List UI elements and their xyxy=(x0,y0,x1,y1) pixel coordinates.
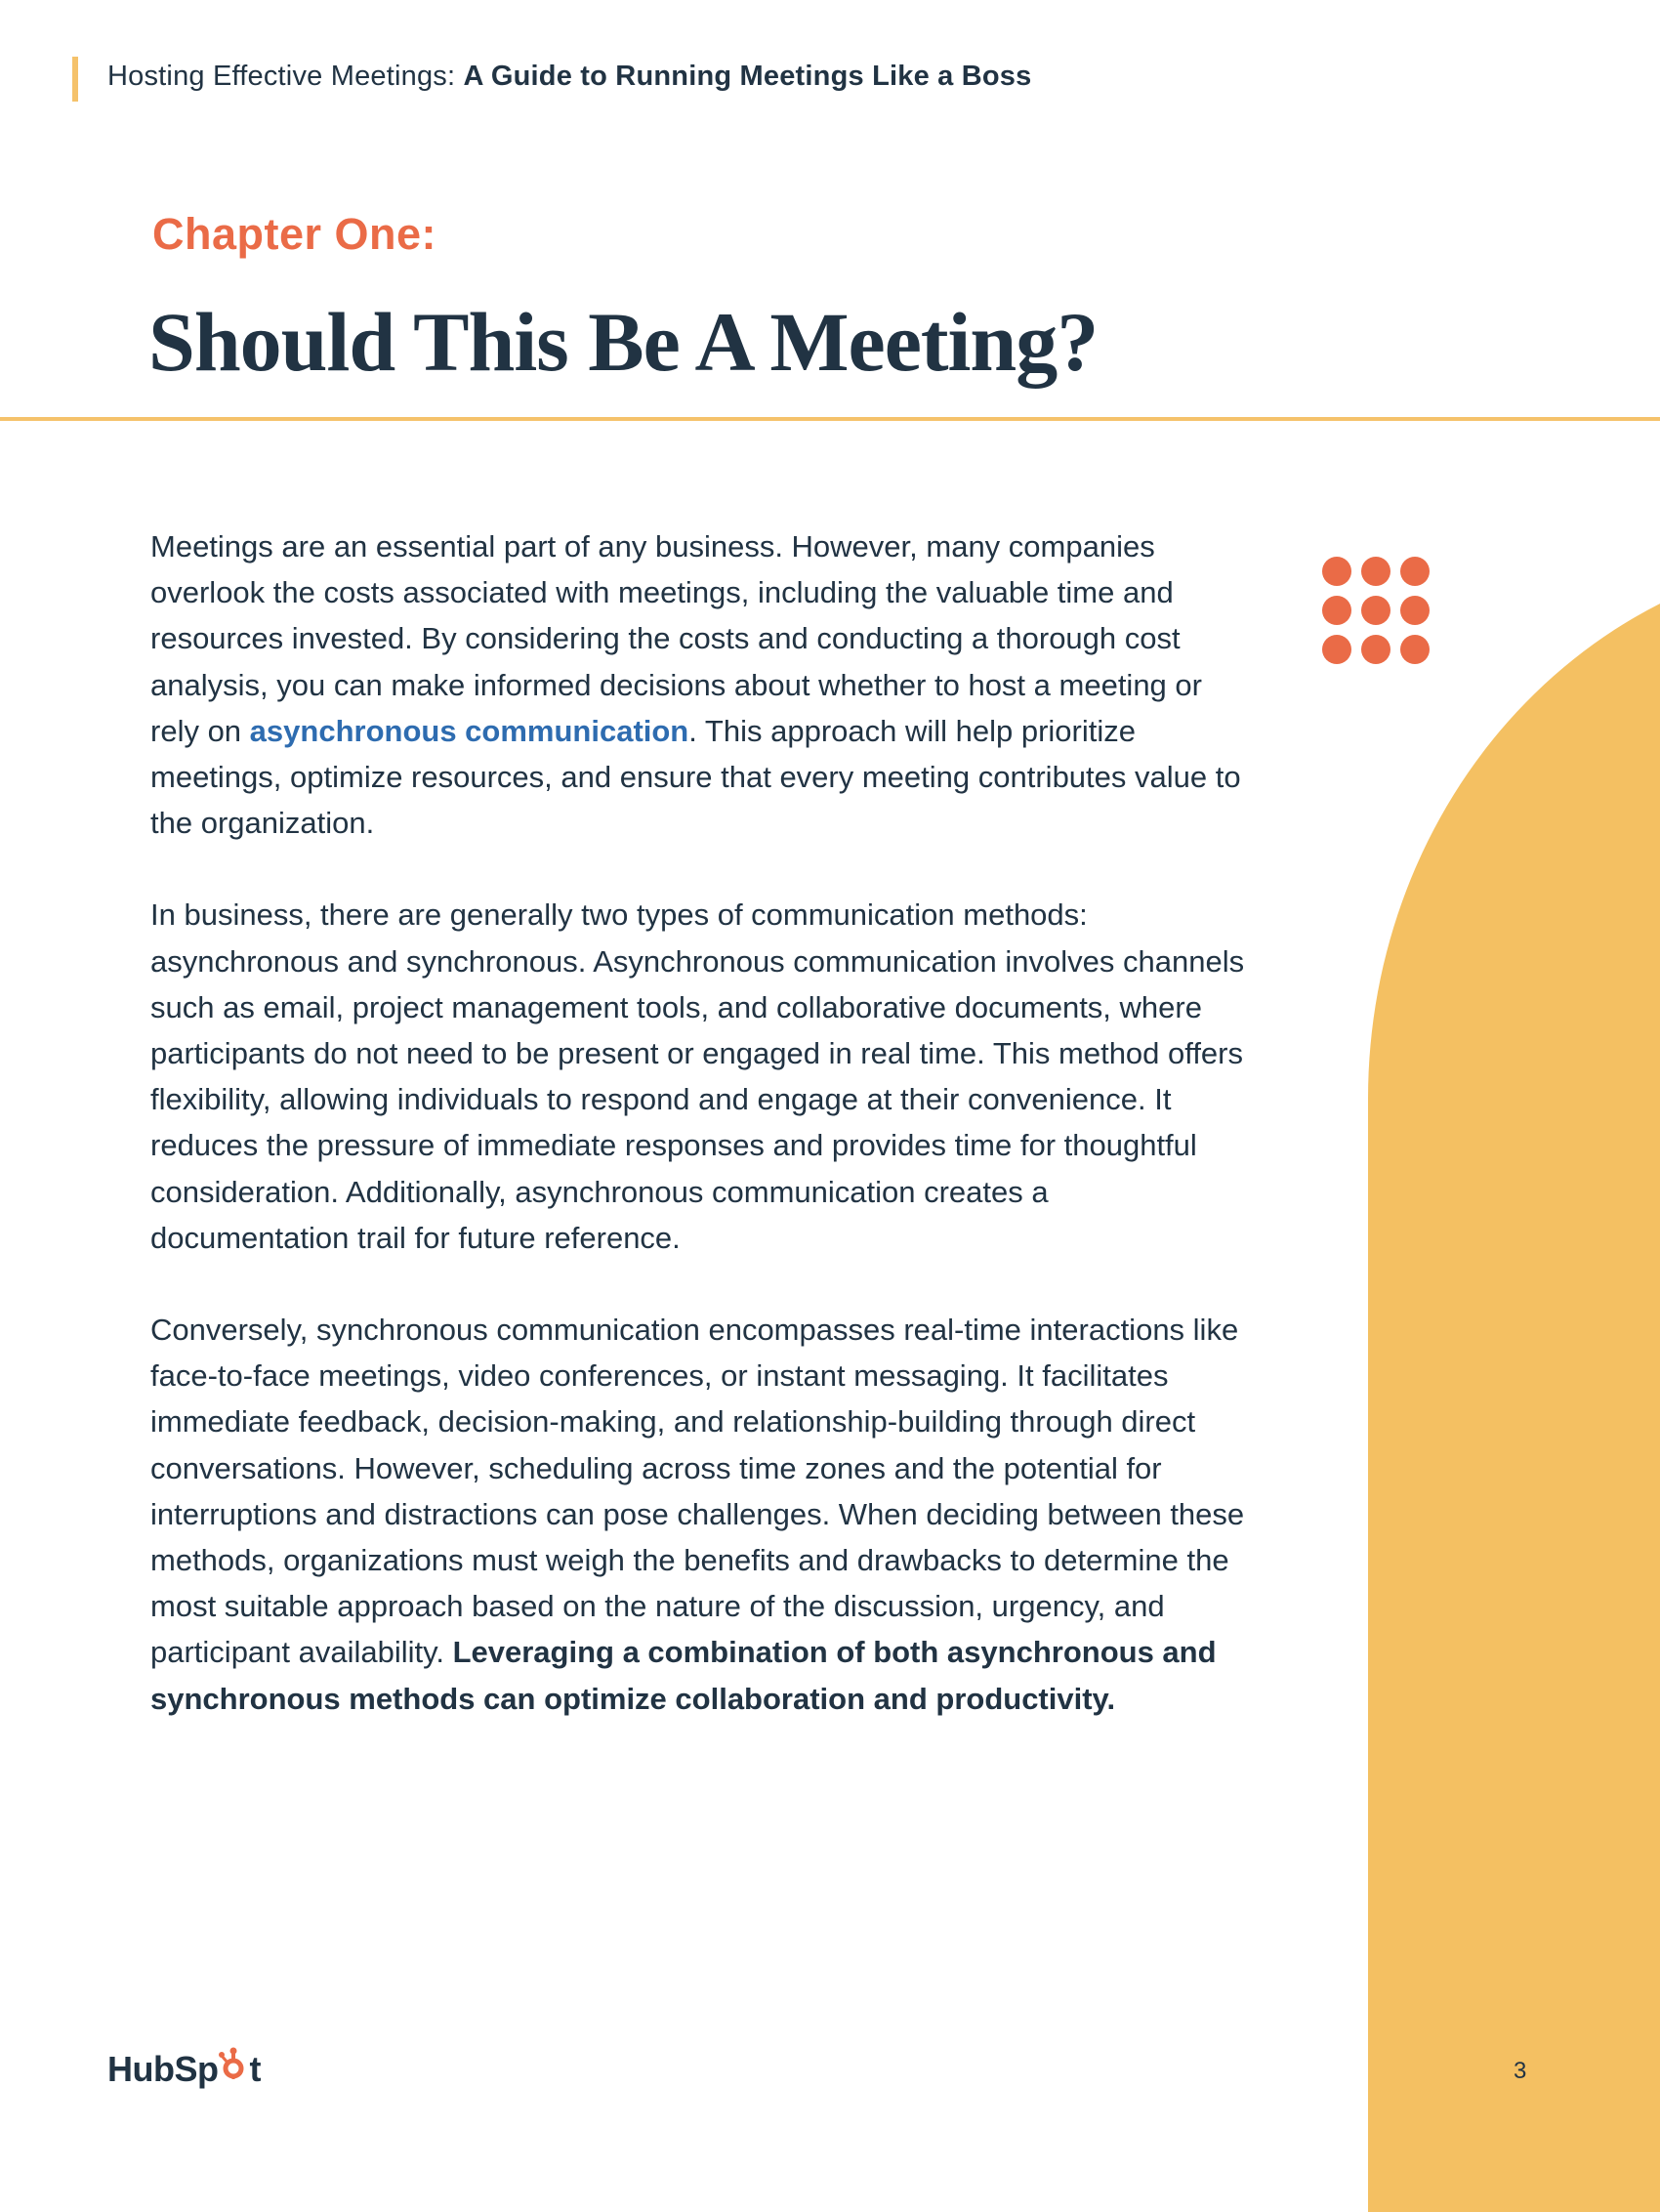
chapter-label: Chapter One: xyxy=(152,209,437,259)
dot-icon xyxy=(1400,635,1430,664)
dot-icon xyxy=(1400,596,1430,625)
paragraph-3-emphasis: Leveraging a combination of both asynchronous and synchronous methods can optimize collaboration and productivity. xyxy=(150,1635,1217,1716)
paragraph-1 xyxy=(150,523,1254,846)
body-text xyxy=(150,523,1254,1768)
running-header xyxy=(107,61,1031,93)
logo-text-left: HubSp xyxy=(107,2049,219,2089)
dot-icon xyxy=(1361,635,1390,664)
page-title: Should This Be A Meeting? xyxy=(148,295,1099,389)
paragraph-3 xyxy=(150,1307,1254,1722)
paragraph-3-text: Conversely, synchronous communication encompasses real-time interactions like face-to-face meetings, video conferences, or instant messaging. It facilitates immediate feedback, decision-making, and relationship-building through direct conversations. However, scheduling across time zones and the potential for interruptions and distractions can pose challenges. When deciding between these methods, organizations must weigh the benefits and drawbacks to determine the most suitable approach based on the nature of the discussion, urgency, and participant availability. xyxy=(150,1313,1245,1670)
paragraph-1-text-b: . This approach will help prioritize meetings, optimize resources, and ensure that every meeting contributes value to the organization. xyxy=(150,713,1241,841)
paragraph-1-text-a: Meetings are an essential part of any business. However, many companies overlook the costs associated with meetings, including the valuable time and resources invested. By considering the costs and conducting a thorough cost analysis, you can make informed decisions about whether to host a meeting or rely on xyxy=(150,529,1202,748)
dot-icon xyxy=(1361,557,1390,586)
sprocket-icon xyxy=(219,2055,248,2084)
header-accent-bar xyxy=(72,57,78,102)
asynchronous-communication-link[interactable]: asynchronous communication xyxy=(249,713,689,748)
logo-text-right: t xyxy=(249,2049,261,2089)
decorative-arch xyxy=(1368,552,1660,2212)
dot-icon xyxy=(1400,557,1430,586)
dot-icon xyxy=(1322,596,1351,625)
dot-icon xyxy=(1361,596,1390,625)
decorative-dot-grid xyxy=(1322,557,1430,664)
page-number: 3 xyxy=(1514,2058,1527,2084)
header-title-prefix: Hosting Effective Meetings: xyxy=(107,61,464,92)
header-title-bold: A Guide to Running Meetings Like a Boss xyxy=(463,61,1032,92)
title-divider xyxy=(0,417,1660,421)
dot-icon xyxy=(1322,557,1351,586)
paragraph-2: In business, there are generally two types of communication methods: asynchronous and synchronous. Asynchronous communication involves channels such as email, project management tools, and collaborative documents, where participants do not need to be present or engaged in real time. This method offers flexibility, allowing individuals to respond and engage at their convenience. It reduces the pressure of immediate responses and provides time for thoughtful consideration. Additionally, asynchronous communication creates a documentation trail for future reference. xyxy=(150,897,1245,1255)
hubspot-logo xyxy=(107,2049,261,2090)
dot-icon xyxy=(1322,635,1351,664)
